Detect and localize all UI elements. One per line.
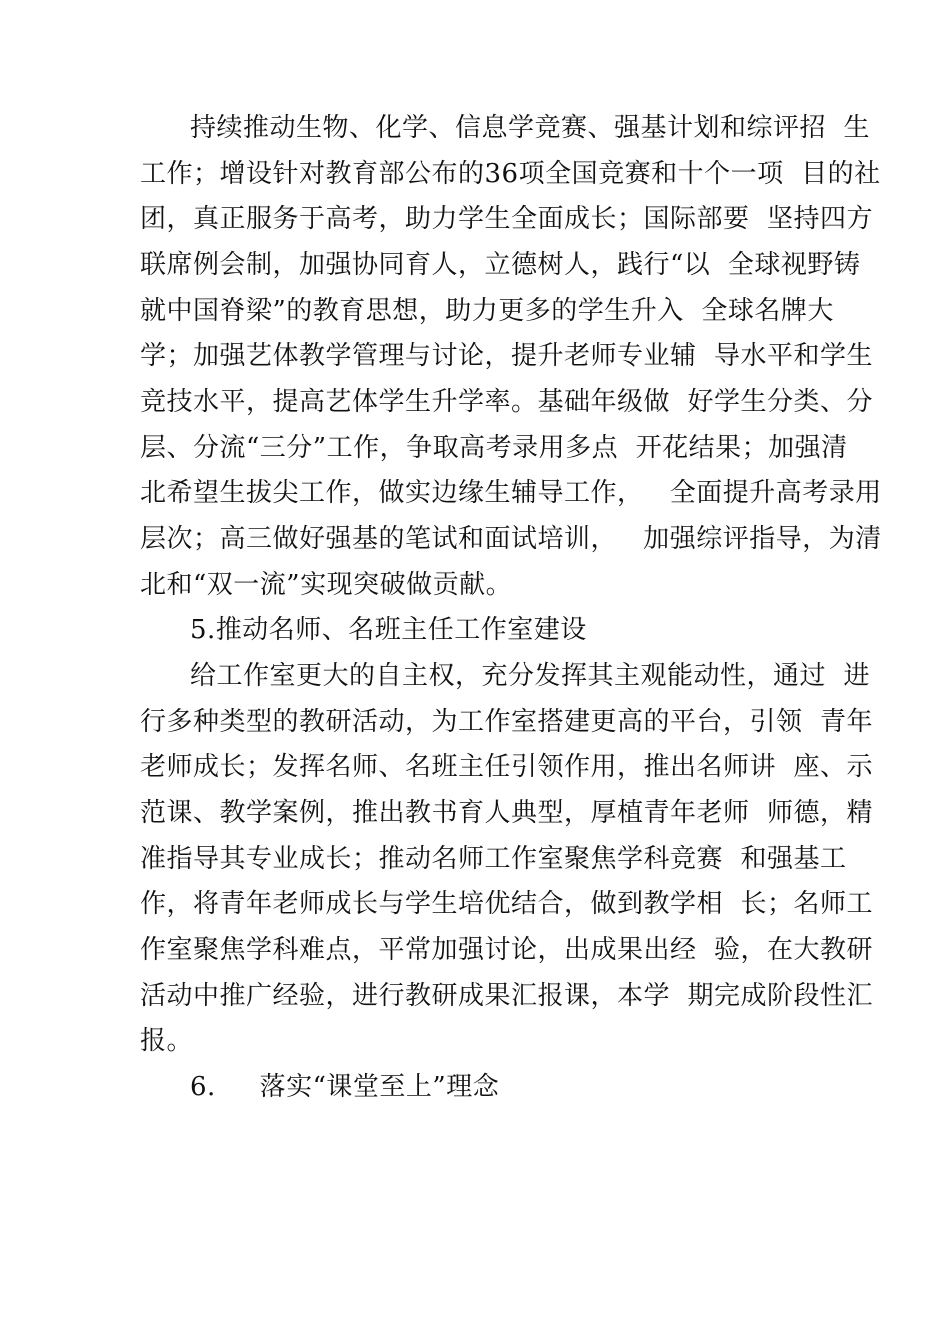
paragraph-2-line: 活动中推广经验，进行教研成果汇报课，本学 期完成阶段性汇 bbox=[140, 981, 874, 1011]
paragraph-1-line: 层、分流“三分”工作，争取高考录用多点 开花结果；加强清 bbox=[140, 433, 848, 463]
paragraph-2-line: 作，将青年老师成长与学生培优结合，做到教学相 长；名师工 bbox=[140, 889, 874, 919]
paragraph-2-line: 报。 bbox=[140, 1026, 194, 1056]
section-heading-5: 5.推动名师、名班主任工作室建设 bbox=[190, 615, 587, 645]
paragraph-2-line: 行多种类型的教研活动，为工作室搭建更高的平台，引领 青年 bbox=[140, 707, 874, 737]
paragraph-2-line: 范课、教学案例，推出教书育人典型，厚植青年老师 师德，精 bbox=[140, 798, 874, 828]
paragraph-2-line: 给工作室更大的自主权，充分发挥其主观能动性，通过 进 bbox=[190, 661, 871, 691]
paragraph-1-line: 层次；高三做好强基的笔试和面试培训， 加强综评指导，为清 bbox=[140, 524, 882, 554]
paragraph-1-line: 工作；增设针对教育部公布的36项全国竞赛和十个一项 目的社 bbox=[140, 159, 881, 189]
paragraph-1-line: 联席例会制，加强协同育人，立德树人，践行“以 全球视野铸 bbox=[140, 250, 861, 280]
paragraph-1-line: 竞技水平，提高艺体学生升学率。基础年级做 好学生分类、分 bbox=[140, 387, 874, 417]
paragraph-1-line: 持续推动生物、化学、信息学竞赛、强基计划和综评招 生 bbox=[190, 113, 871, 143]
paragraph-2-line: 作室聚焦学科难点，平常加强讨论，出成果出经 验，在大教研 bbox=[140, 935, 874, 965]
paragraph-1-line: 北希望生拔尖工作，做实边缘生辅导工作， 全面提升高考录用 bbox=[140, 478, 882, 508]
paragraph-1-line: 就中国脊梁”的教育思想，助力更多的学生升入 全球名牌大 bbox=[140, 296, 834, 326]
paragraph-1-line: 北和“双一流”实现突破做贡献。 bbox=[140, 570, 513, 600]
paragraph-2-line: 老师成长；发挥名师、名班主任引领作用，推出名师讲 座、示 bbox=[140, 752, 874, 782]
section-heading-6: 6. 落实“课堂至上”理念 bbox=[190, 1072, 500, 1102]
paragraph-1-line: 学；加强艺体教学管理与讨论，提升老师专业辅 导水平和学生 bbox=[140, 341, 874, 371]
paragraph-2-line: 准指导其专业成长；推动名师工作室聚焦学科竞赛 和强基工 bbox=[140, 844, 847, 874]
paragraph-1-line: 团，真正服务于高考，助力学生全面成长；国际部要 坚持四方 bbox=[140, 204, 874, 234]
